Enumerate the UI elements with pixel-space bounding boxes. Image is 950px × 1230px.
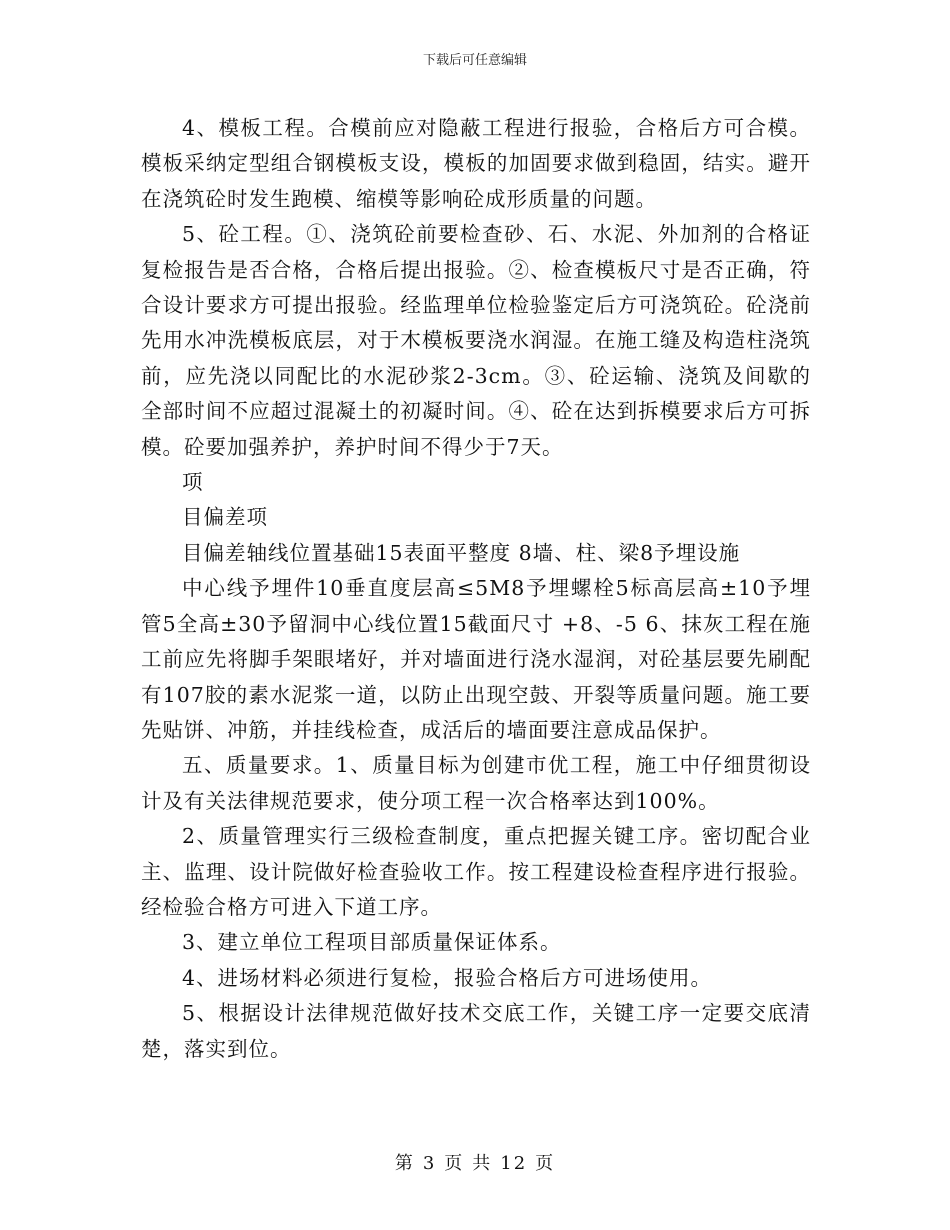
header-note: 下载后可任意编辑: [422, 53, 527, 68]
paragraph-formwork: 4、模板工程。合模前应对隐蔽工程进行报验，合格后方可合模。模板采纳定型组合钢模板支设，模板的加固要求做到稳固，结实。避开在浇筑砼时发生跑模、缩模等影响砼成形质量的问题。: [141, 116, 811, 211]
footer-total-pages: 12: [500, 1153, 528, 1174]
footer-suffix: 页: [535, 1153, 556, 1174]
footer-prefix: 第: [394, 1153, 415, 1174]
page-footer: [0, 1153, 950, 1175]
footer-current-page: 3: [422, 1153, 437, 1174]
paragraph-technical-briefing: 5、根据设计法律规范做好技术交底工作，关键工序一定要交底清楚，落实到位。: [141, 1001, 811, 1061]
paragraph-deviation-item: 目偏差项: [182, 505, 268, 530]
paragraph-concrete: 5、砼工程。①、浇筑砼前要检查砂、石、水泥、外加剂的合格证复检报告是否合格，合格后提出报验。②、检查模板尺寸是否正确，符合设计要求方可提出报验。经监理单位检验鉴定后方可浇筑砼。砼浇前先用水冲洗模板底层，对于木模板要浇水润湿。在施工缝及构造柱浇筑前，应先浇以同配比的水泥砂浆2-3cm。③、砼运输、浇筑及间歇的全部时间不应超过混凝土的初凝时间。④、砼在达到拆模要求后方可拆模。砼要加强养护，养护时间不得少于7天。: [141, 222, 811, 459]
document-body: [141, 111, 811, 1067]
paragraph-quality-system: 3、建立单位工程项目部质量保证体系。: [182, 930, 562, 955]
footer-page-label: 页: [444, 1153, 465, 1174]
paragraph-quality-management: 2、质量管理实行三级检查制度，重点把握关键工序。密切配合业主、监理、设计院做好检查验收工作。按工程建设检查程序进行报验。经检验合格方可进入下道工序。: [141, 824, 811, 919]
paragraph-quality-requirements: 五、质量要求。1、质量目标为创建市优工程，施工中仔细贯彻设计及有关法律规范要求，使分项工程一次合格率达到100%。: [141, 753, 811, 813]
footer-total-label: 共: [472, 1153, 493, 1174]
paragraph-material-inspection: 4、进场材料必须进行复检，报验合格后方可进场使用。: [182, 965, 713, 990]
paragraph-plastering: 中心线予埋件10垂直度层高≤5M8予埋螺栓5标高层高±10予埋管5全高±30予留洞中心线位置15截面尺寸 +8、-5 6、抹灰工程在施工前应先将脚手架眼堵好，并对墙面进行浇水湿润，对砼基层要先刷配有107胶的素水泥浆一道，以防止出现空鼓、开裂等质量问题。施工要先贴饼、冲筋，并挂线检查，成活后的墙面要注意成品保护。: [141, 576, 811, 742]
paragraph-item: 项: [182, 470, 204, 495]
paragraph-deviation-axis: 目偏差轴线位置基础15表面平整度 8墙、柱、梁8予埋设施: [182, 540, 741, 565]
